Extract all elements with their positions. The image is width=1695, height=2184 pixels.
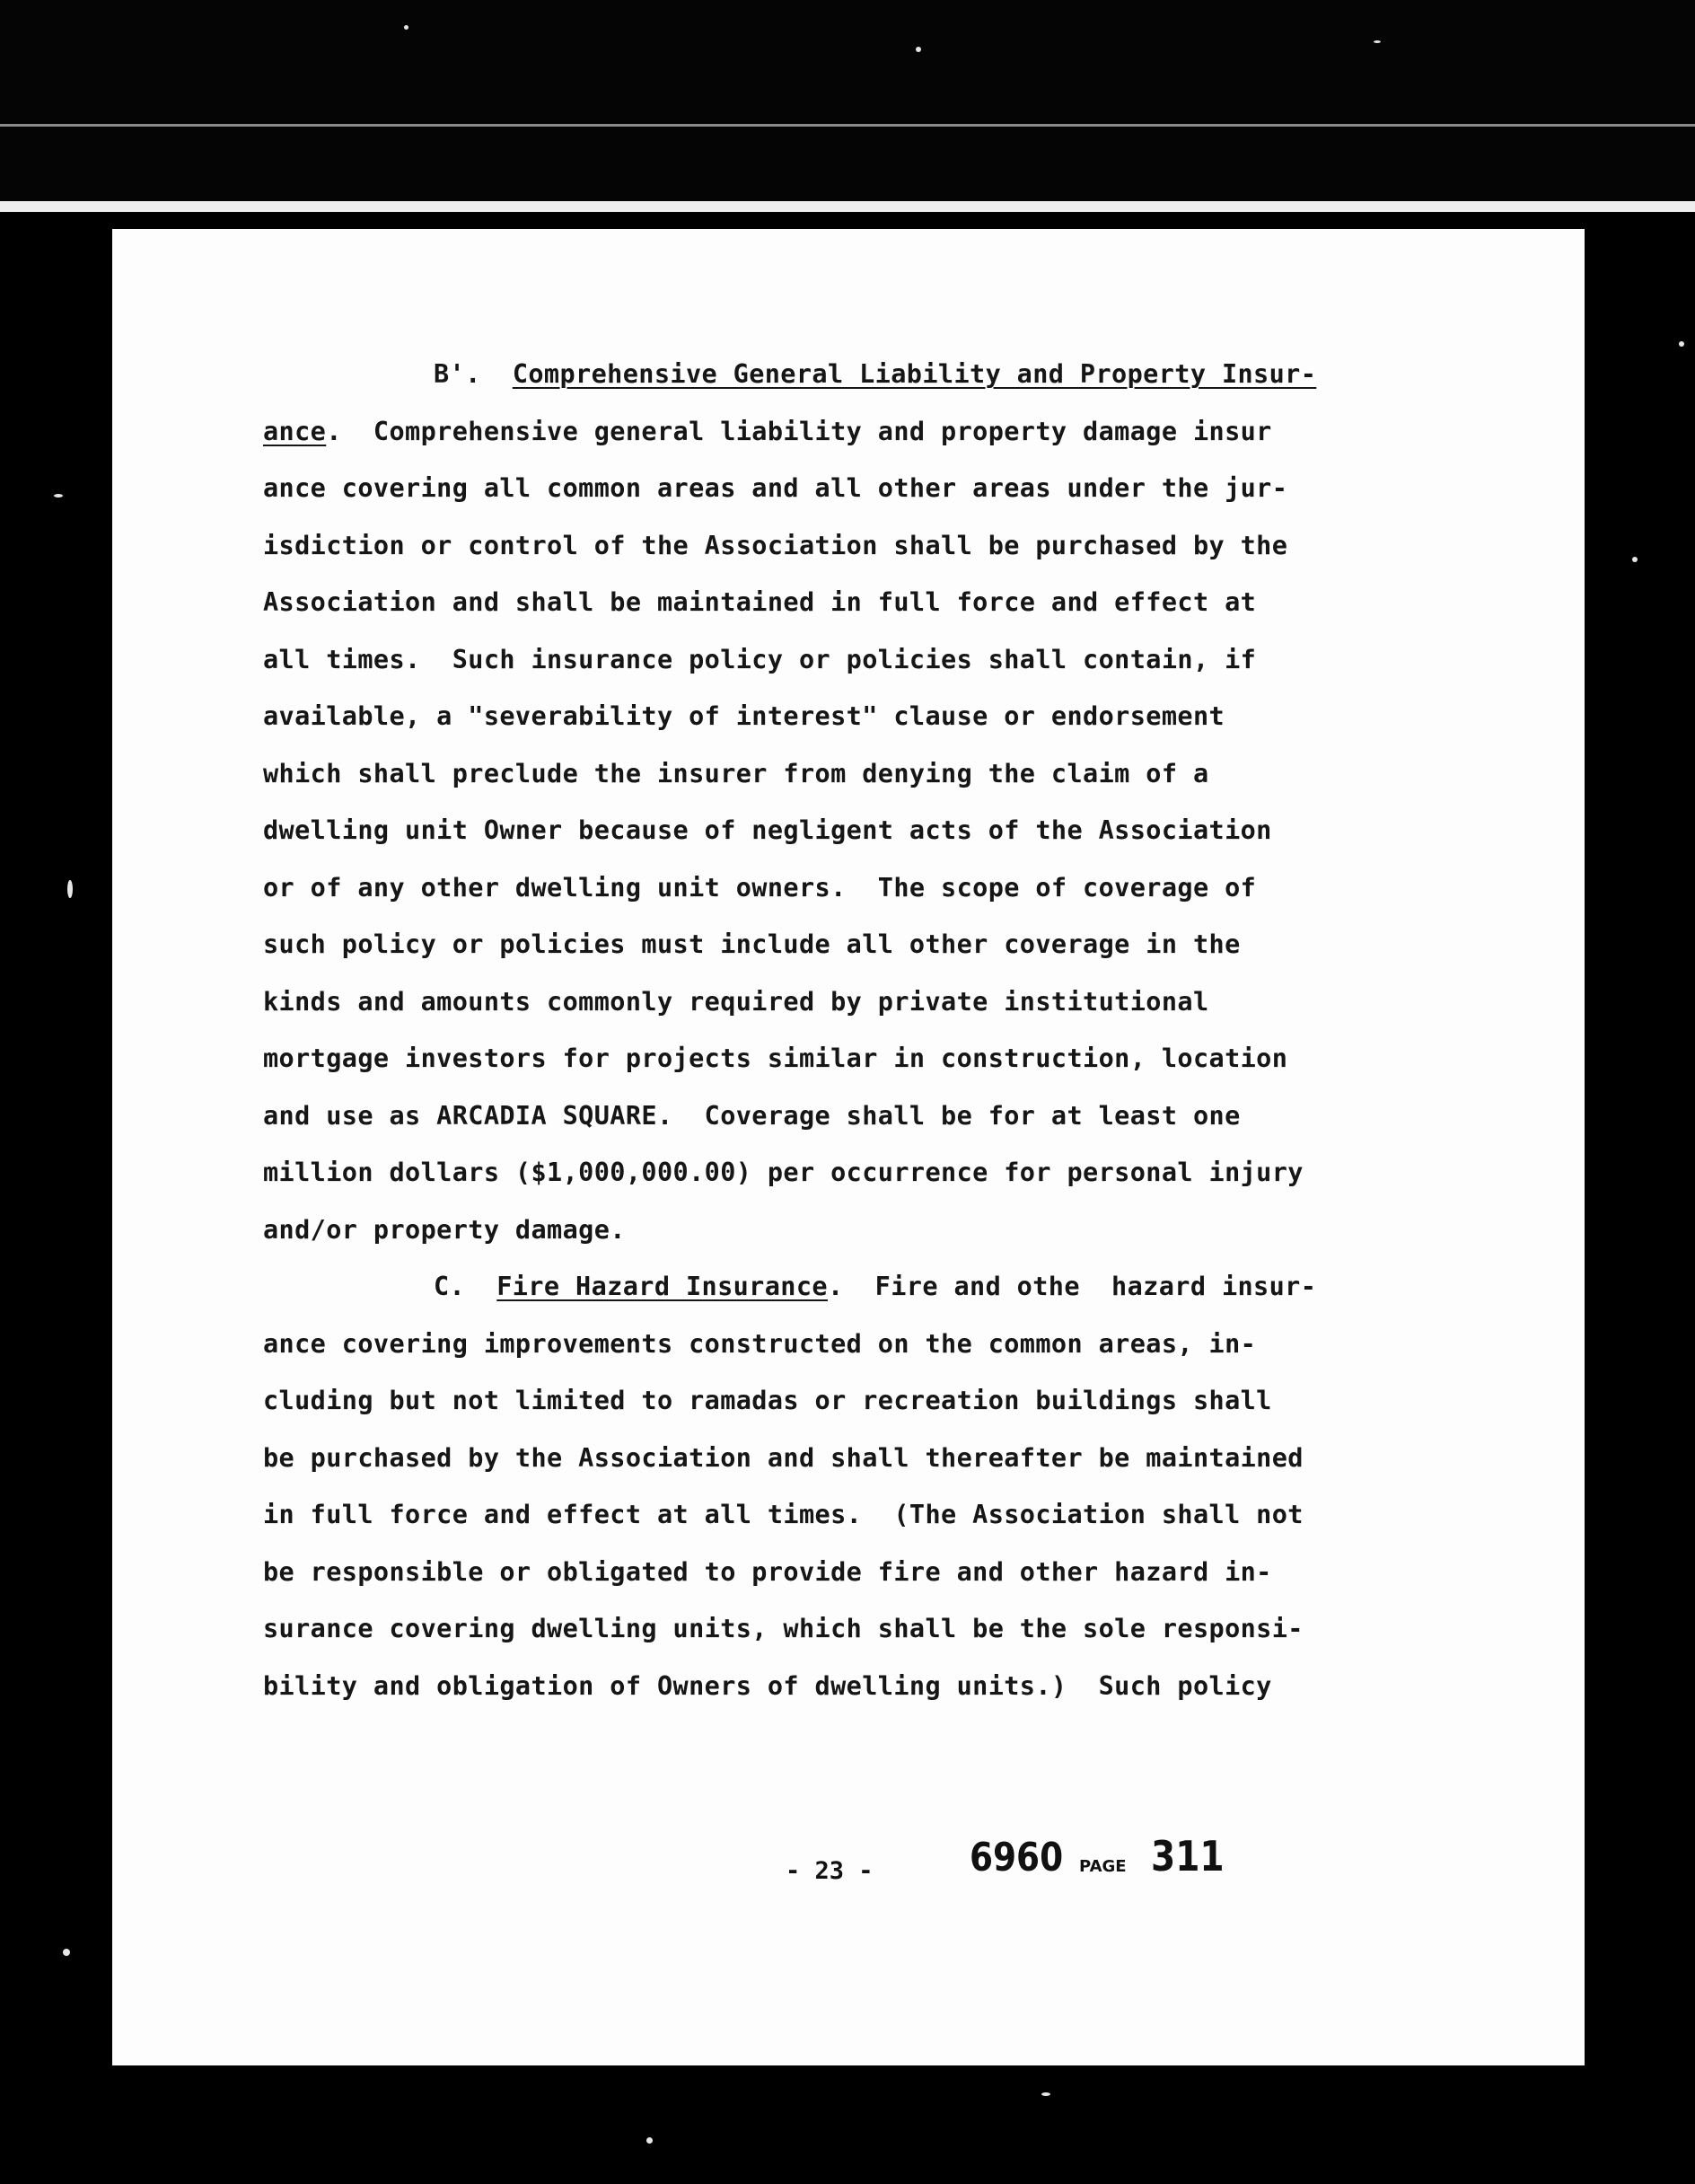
body-text: . Comprehensive general liability and property damage insur xyxy=(326,416,1272,446)
body-text xyxy=(481,359,513,389)
body-text: . Fire and othe hazard insur- xyxy=(827,1272,1317,1301)
recorded-page-number: 311 xyxy=(1151,1832,1225,1880)
body-text: and use as ARCADIA SQUARE. Coverage shall be for at least one xyxy=(263,1100,1241,1131)
body-text xyxy=(465,1272,496,1301)
scan-speck xyxy=(1679,341,1684,347)
body-text: ance covering improvements constructed on the common areas, in- xyxy=(263,1328,1257,1359)
text-line xyxy=(263,859,1538,917)
book-number: 6960 xyxy=(970,1835,1064,1880)
body-text: be purchased by the Association and shall thereafter be maintained xyxy=(263,1442,1304,1473)
recording-stamp xyxy=(970,1832,1237,1880)
text-line xyxy=(263,1600,1538,1658)
body-text: Association and shall be maintained in full force and effect at xyxy=(263,587,1257,617)
text-line xyxy=(263,403,1538,461)
text-line xyxy=(263,1544,1538,1601)
scan-speck xyxy=(67,880,73,898)
text-line xyxy=(263,574,1538,631)
body-text: in full force and effect at all times. (The Association shall not xyxy=(263,1500,1304,1529)
body-text: ance covering all common areas and all other areas under the jur- xyxy=(263,473,1288,503)
body-text: or of any other dwelling unit owners. The scope of coverage of xyxy=(263,872,1257,903)
underlined-heading-text: Fire Hazard Insurance xyxy=(496,1272,828,1301)
text-line xyxy=(263,1658,1538,1715)
body-text: million dollars ($1,000,000.00) per occurrence for personal injury xyxy=(263,1158,1304,1187)
text-line xyxy=(263,1372,1538,1430)
text-line xyxy=(263,1316,1538,1373)
text-line xyxy=(263,631,1538,689)
body-text: kinds and amounts commonly required by private institutional xyxy=(263,986,1209,1017)
scan-rule xyxy=(0,124,1695,127)
page-number: - 23 - xyxy=(786,1857,874,1885)
text-line xyxy=(263,1430,1538,1487)
text-line xyxy=(263,745,1538,803)
body-text: and/or property damage. xyxy=(263,1214,626,1245)
body-text: available, a "severability of interest" clause or endorsement xyxy=(263,701,1225,731)
body-text: surance covering dwelling units, which shall be the sole responsi- xyxy=(263,1614,1304,1643)
text-line xyxy=(263,1202,1538,1259)
text-line xyxy=(263,1144,1538,1202)
scan-speck xyxy=(404,25,408,30)
text-line xyxy=(263,1030,1538,1088)
text-line xyxy=(263,346,1538,403)
scan-speck xyxy=(63,1949,70,1956)
underlined-heading-text: Comprehensive General Liability and Property Insur- xyxy=(512,359,1317,389)
body-text: be responsible or obligated to provide fire and other hazard in- xyxy=(263,1556,1272,1587)
text-line xyxy=(263,1258,1538,1316)
scan-speck xyxy=(916,47,921,52)
text-line xyxy=(263,802,1538,859)
text-line xyxy=(263,973,1538,1031)
text-line xyxy=(263,460,1538,517)
underlined-heading-text: ance xyxy=(263,416,327,446)
scan-top-band xyxy=(0,0,1695,207)
page-word: PAGE xyxy=(1079,1857,1127,1876)
body-text: bility and obligation of Owners of dwelling units.) Such policy xyxy=(263,1670,1272,1701)
text-line xyxy=(263,517,1538,575)
body-text: cluding but not limited to ramadas or recreation buildings shall xyxy=(263,1386,1272,1415)
body-text: all times. Such insurance policy or policies shall contain, if xyxy=(263,644,1257,674)
text-line xyxy=(263,688,1538,745)
body-text: mortgage investors for projects similar in construction, location xyxy=(263,1044,1288,1073)
body-text: dwelling unit Owner because of negligent acts of the Association xyxy=(263,815,1272,845)
document-body xyxy=(263,346,1538,1714)
body-text: B'. xyxy=(434,359,481,389)
text-line xyxy=(263,1088,1538,1145)
scan-speck xyxy=(1374,40,1381,43)
scan-rule xyxy=(0,201,1695,212)
body-text: such policy or policies must include all other coverage in the xyxy=(263,929,1241,959)
text-line xyxy=(263,916,1538,973)
page-footer xyxy=(112,1832,1585,1904)
body-text: which shall preclude the insurer from denying the claim of a xyxy=(263,758,1209,788)
body-text: isdiction or control of the Association shall be purchased by the xyxy=(263,530,1288,560)
scan-speck xyxy=(646,2137,653,2144)
scan-speck xyxy=(1041,2092,1050,2096)
text-line xyxy=(263,1486,1538,1544)
scan-speck xyxy=(1632,557,1638,562)
document-page xyxy=(112,229,1585,2065)
scan-speck xyxy=(54,494,63,498)
body-text: C. xyxy=(434,1272,466,1301)
